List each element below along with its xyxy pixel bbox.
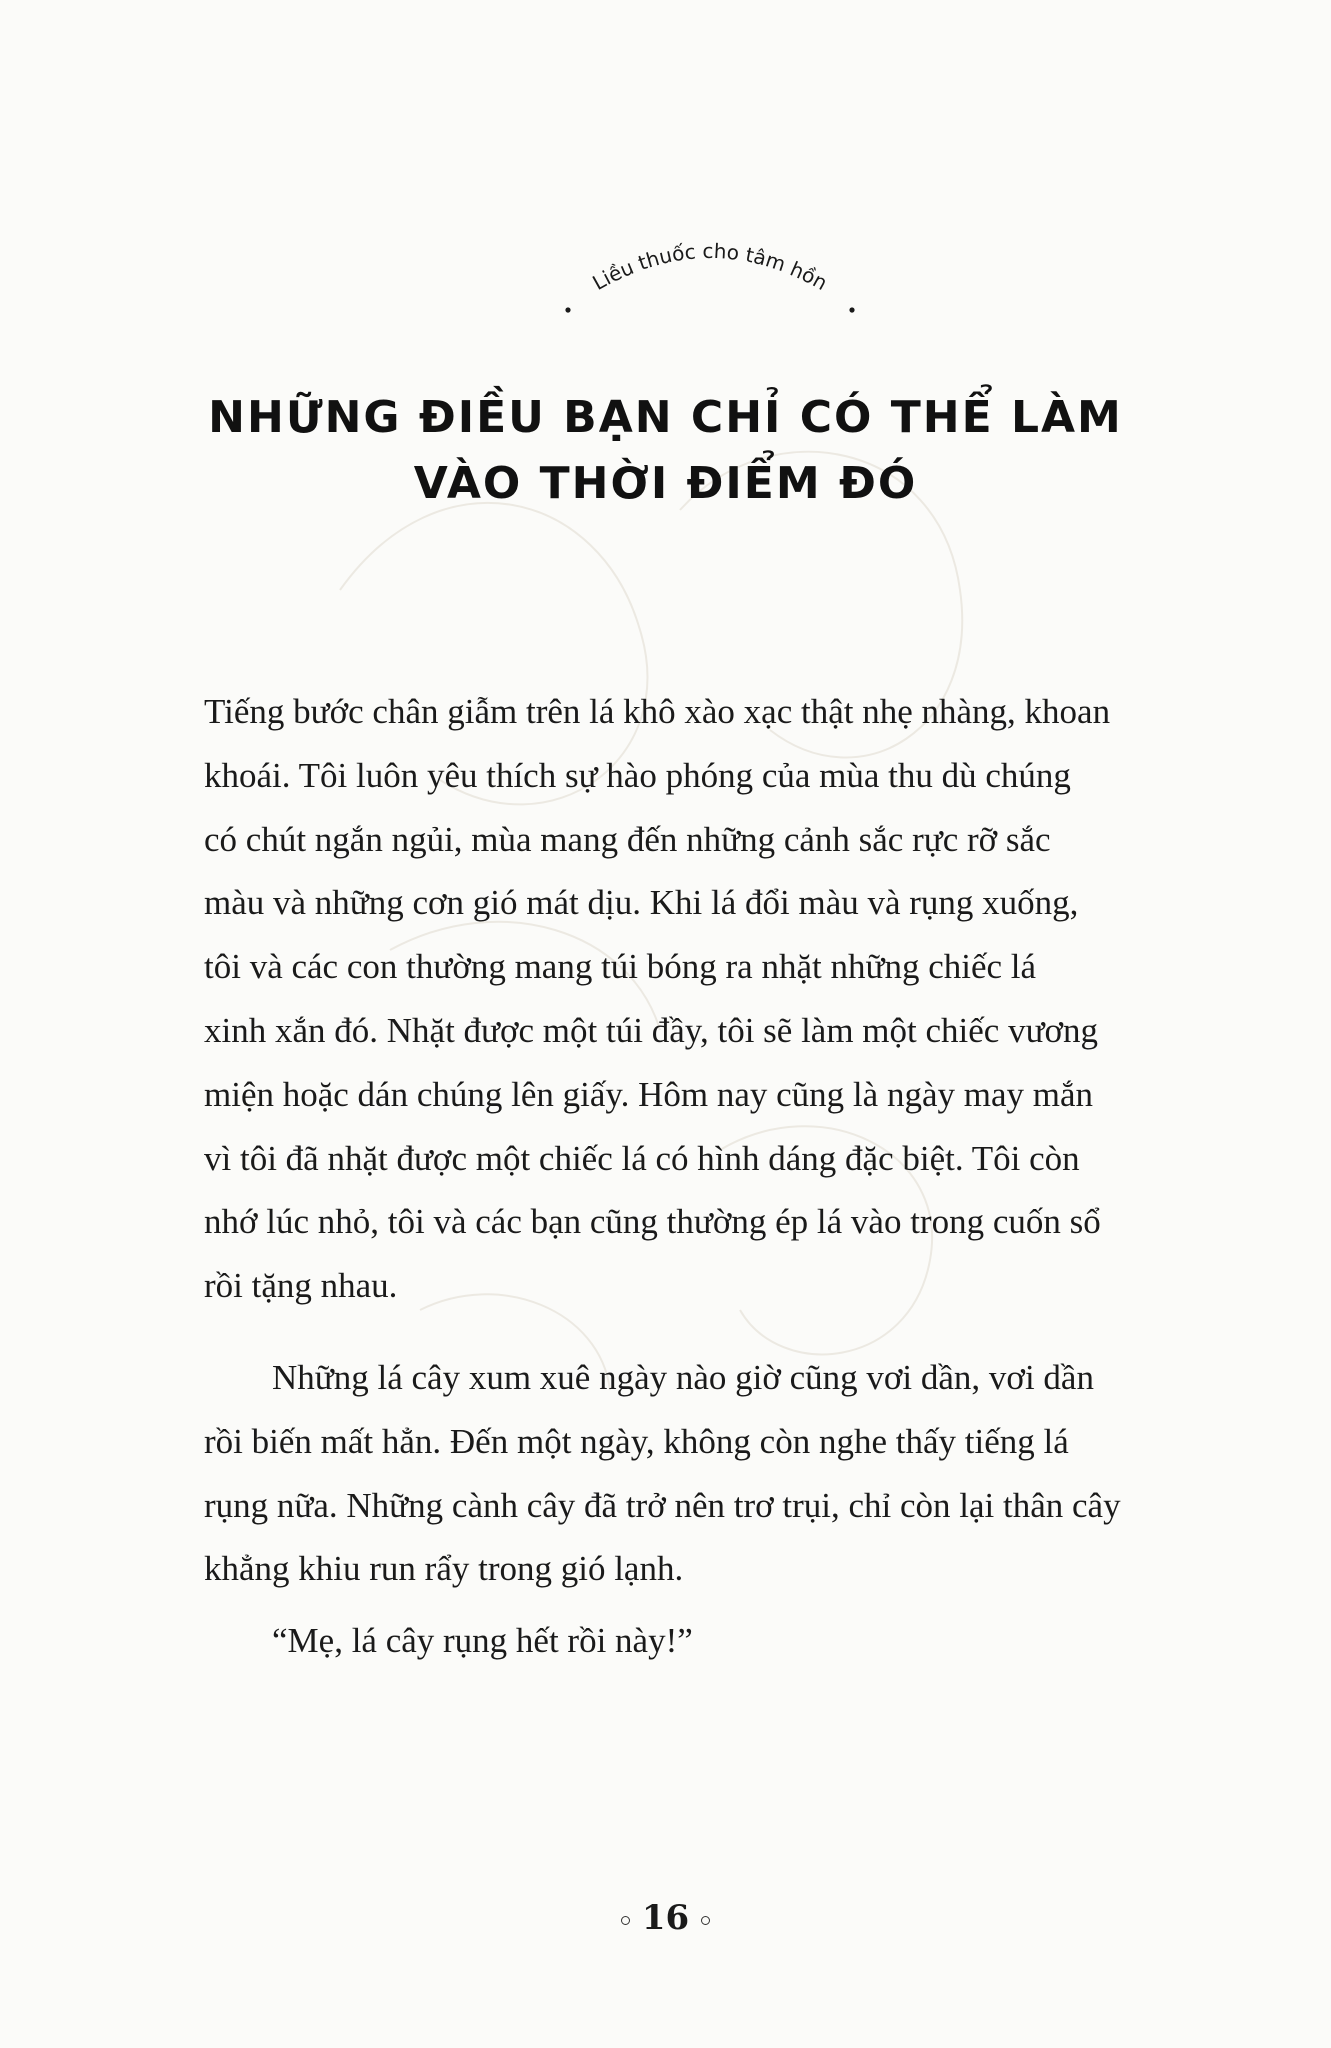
chapter-title [200, 385, 1131, 517]
paragraph-2: Những lá cây xum xuê ngày nào giờ cũng vơi dần, vơi dần rồi biến mất hẳn. Đến một ngày, không còn nghe thấy tiếng lá rụng nữa. Những cành cây đã trở nên trơ trụi, chỉ còn lại thân cây khẳng khiu run rẩy trong gió lạnh. [204, 1357, 1121, 1589]
page-number [0, 1898, 1331, 1938]
body-text [204, 680, 1228, 1673]
chapter-title-line-2: VÀO THỜI ĐIỂM ĐÓ [413, 458, 918, 509]
svg-text:Liều thuốc cho tâm hồn [588, 239, 831, 295]
series-title-text: Liều thuốc cho tâm hồn [588, 238, 832, 296]
page-number-text: 16 [641, 1898, 690, 1938]
paragraph-1: Tiếng bước chân giẫm trên lá khô xào xạc thật nhẹ nhàng, khoan khoái. Tôi luôn yêu thích sự hào phóng của mùa thu dù chúng có chút ngắn ngủi, mùa mang đến những cảnh sắc rực rỡ sắc màu và những cơn gió mát dịu. Khi lá đổi màu và rụng xuống, tôi và các con thường mang túi bóng ra nhặt những chiếc lá xinh xắn đó. Nhặt được một túi đầy, tôi sẽ làm một chiếc vương miện hoặc dán chúng lên giấy. Hôm nay cũng là ngày may mắn vì tôi đã nhặt được một chiếc lá có hình dáng đặc biệt. Tôi còn nhớ lúc nhỏ, tôi và các bạn cũng thường ép lá vào trong cuốn sổ rồi tặng nhau. [204, 692, 1111, 1306]
series-dot-left [565, 307, 570, 312]
paragraph-3: “Mẹ, lá cây rụng hết rồi này!” [272, 1621, 693, 1661]
folio-dot-right [701, 1916, 710, 1925]
series-dot-right [849, 307, 854, 312]
chapter-title-line-1: NHỮNG ĐIỀU BẠN CHỈ CÓ THỂ LÀM [208, 392, 1123, 443]
folio-dot-left [621, 1916, 630, 1925]
series-title [560, 228, 860, 318]
